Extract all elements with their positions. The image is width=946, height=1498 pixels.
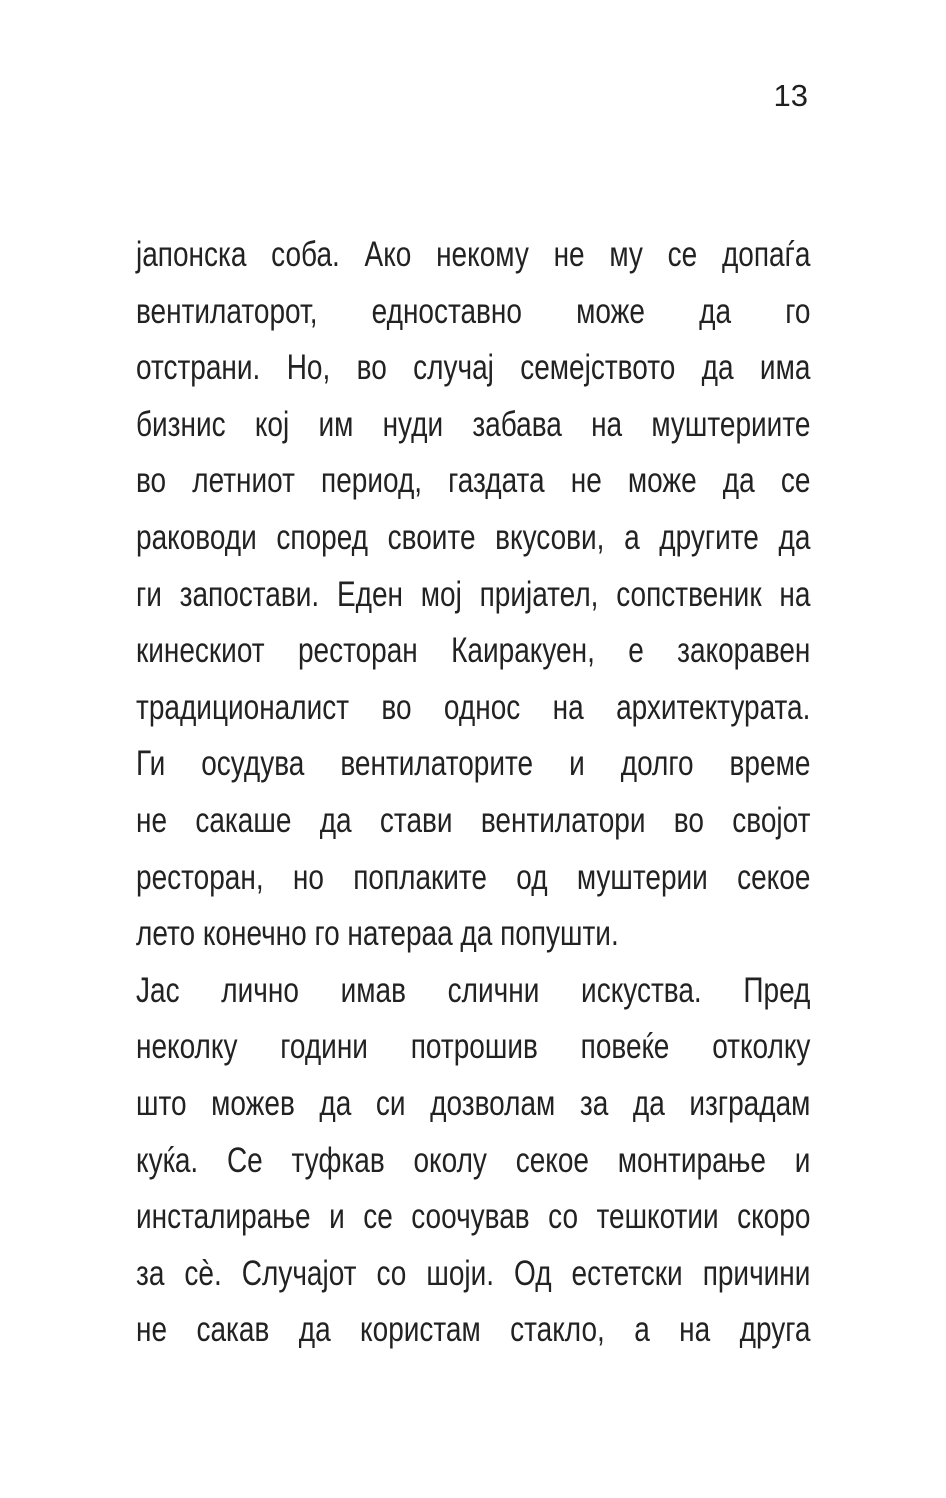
text-line: вентилаторот, едноставно може да го	[136, 291, 811, 331]
text-line: во летниот период, газдата не може да се	[136, 461, 811, 501]
paragraph-2	[136, 963, 810, 1359]
text-line: Ги осудува вентилаторите и долго време	[136, 744, 811, 784]
text-line: јапонска соба. Ако некому не му се допаѓа	[136, 235, 811, 274]
text-line: традиционалист во однос на архитектурата.	[136, 687, 811, 727]
text-line: кинескиот ресторан Каиракуен, е закоравен	[136, 631, 811, 671]
text-line: што можев да си дозволам за да изградам	[136, 1083, 811, 1123]
text-line: отстрани. Но, во случај семејството да има	[136, 348, 811, 388]
text-line: лето конечно го натераа да попушти.	[136, 914, 619, 954]
text-line: Јас лично имав слични искуства. Пред	[136, 970, 811, 1010]
body-text	[136, 227, 810, 1359]
text-line: куќа. Се туфкав околу секое монтирање и	[136, 1140, 811, 1180]
text-line: за сѐ. Случајот со шоји. Од естетски причини	[136, 1253, 811, 1293]
text-line: ресторан, но поплаките од муштерии секое	[136, 857, 811, 897]
text-line: ги запостави. Еден мој пријател, сопственик на	[136, 574, 811, 614]
text-line: неколку години потрошив повеќе отколку	[136, 1027, 811, 1067]
text-line: бизнис кој им нуди забава на муштериите	[136, 404, 811, 444]
page-number: 13	[773, 78, 808, 113]
text-line: не сакав да користам стакло, а на друга	[136, 1310, 811, 1350]
paragraph-1	[136, 227, 810, 963]
text-line: инсталирање и се соочував со тешкотии скоро	[136, 1197, 811, 1237]
text-line: раководи според своите вкусови, а другите да	[136, 517, 811, 557]
text-line: не сакаше да стави вентилатори во својот	[136, 800, 811, 840]
